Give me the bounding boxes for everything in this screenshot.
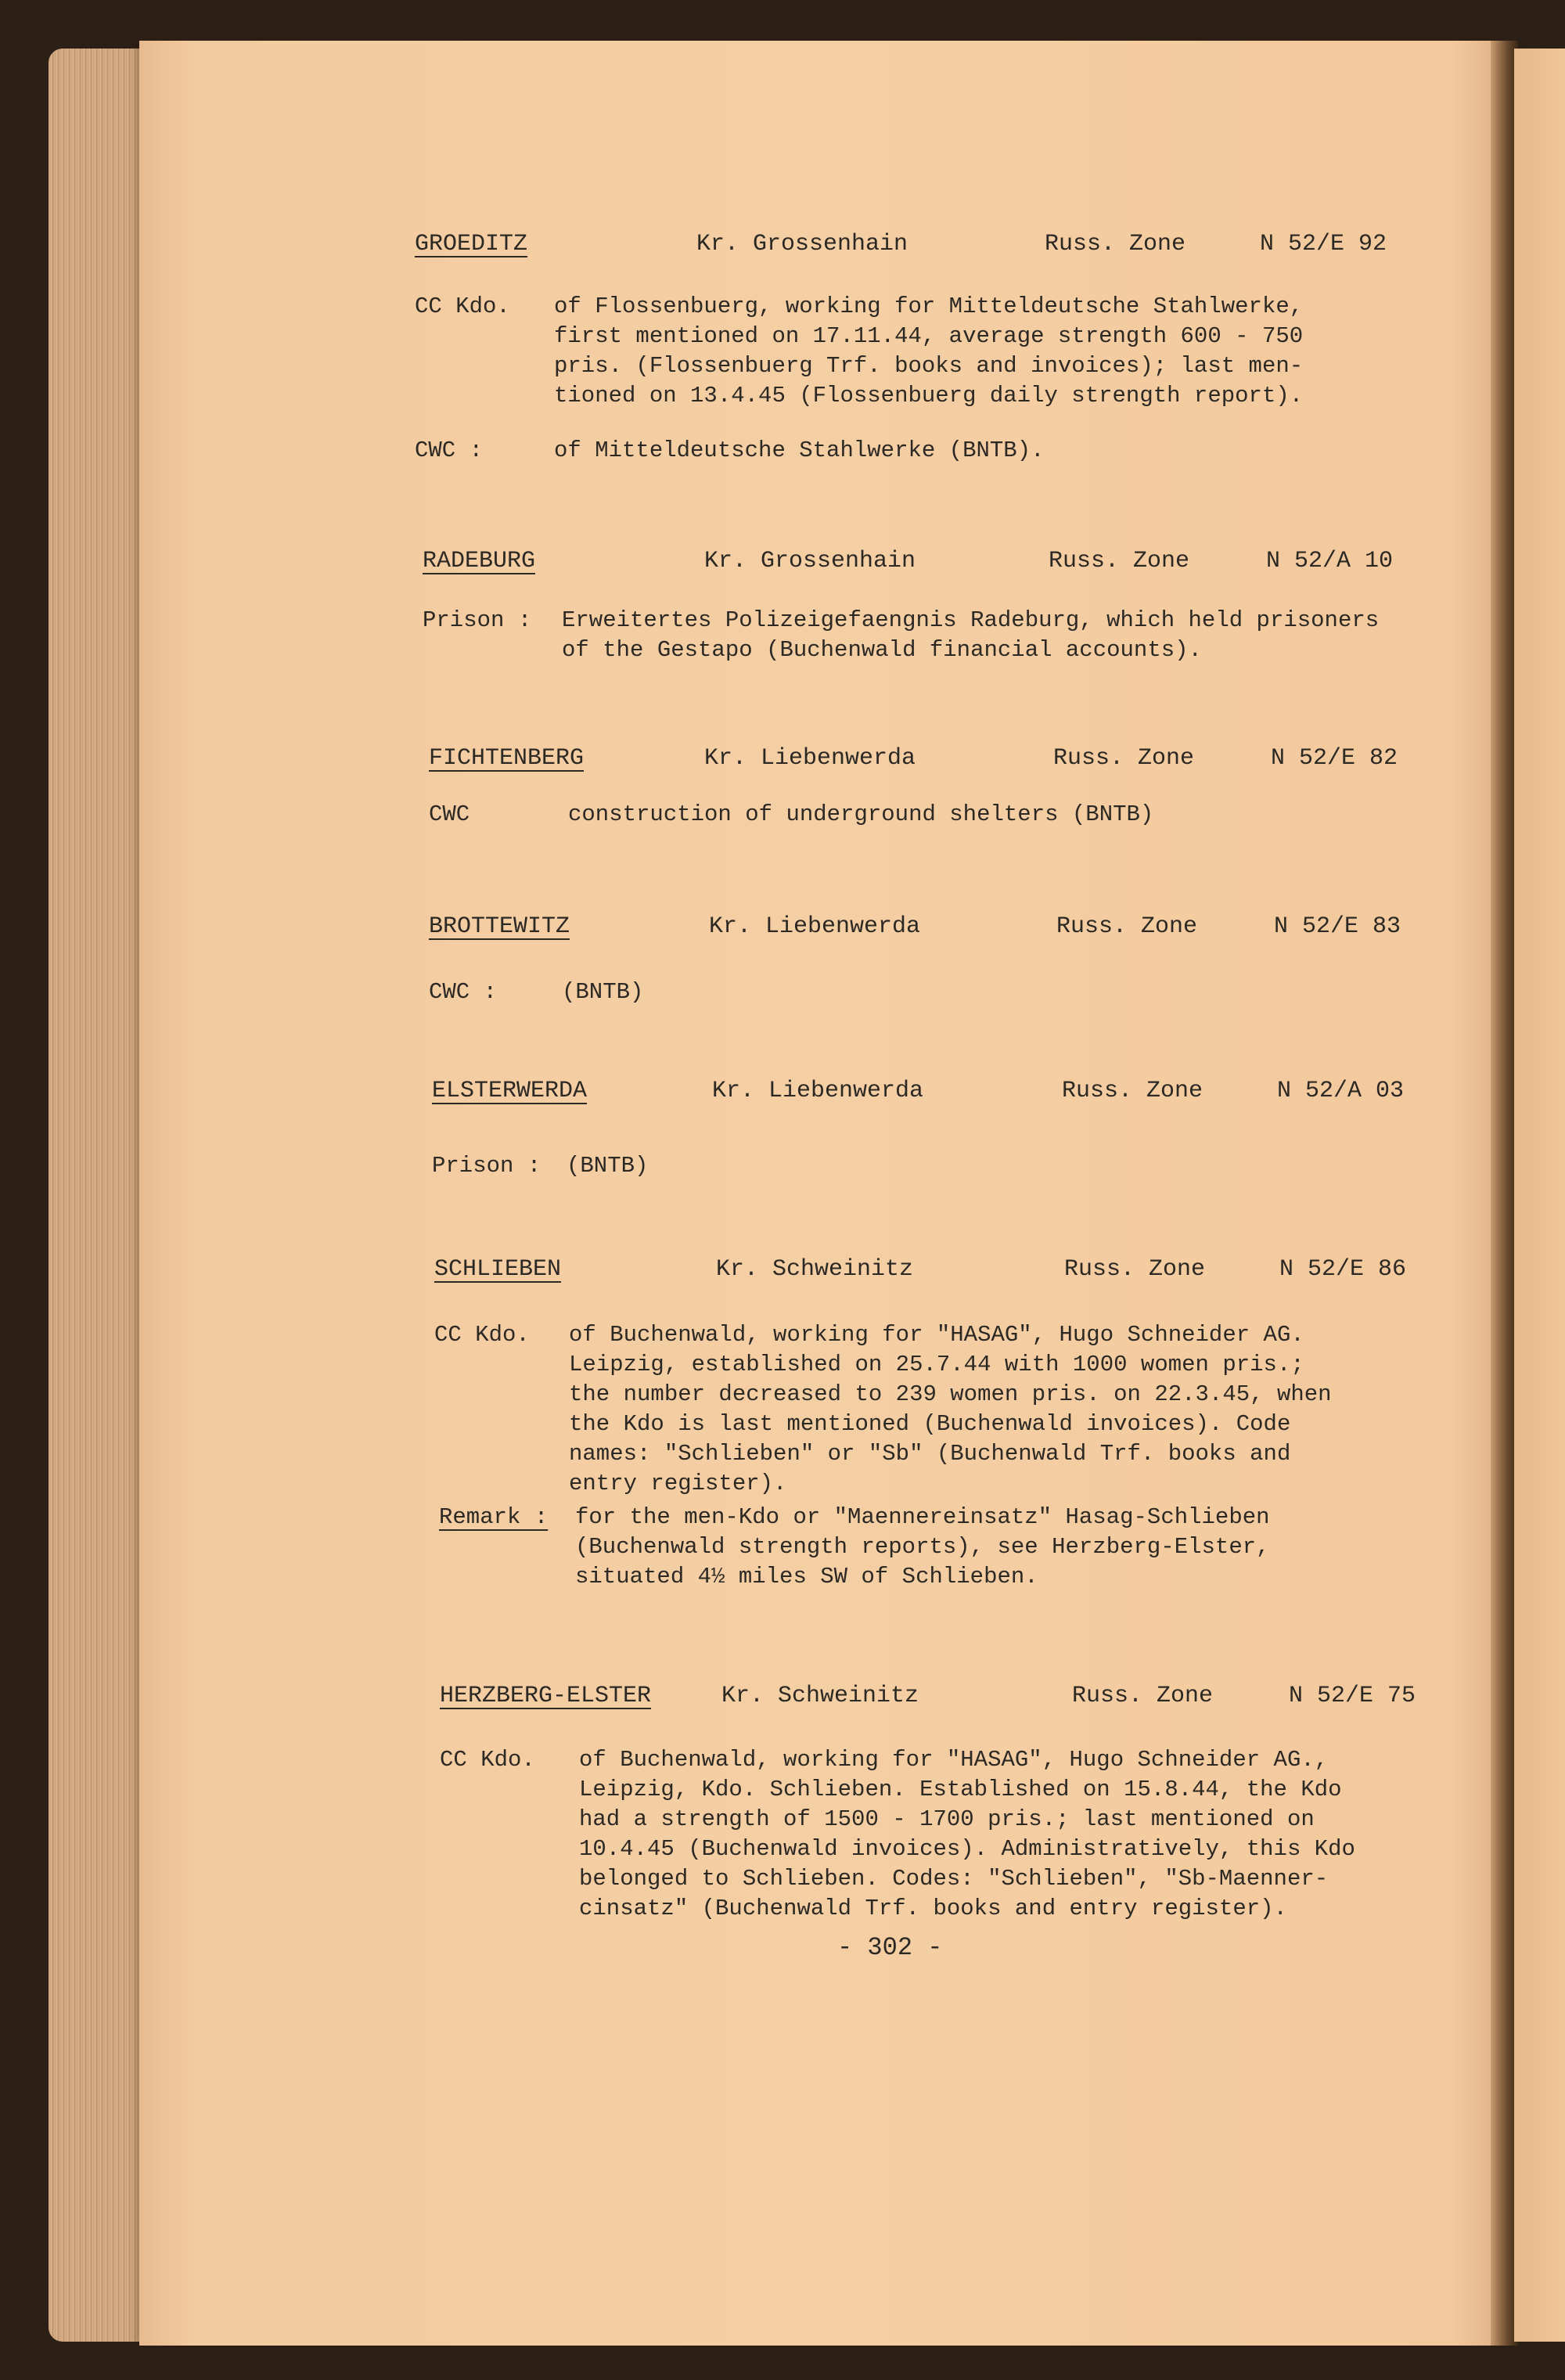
zone: Russ. Zone (1062, 1078, 1203, 1104)
place-name: GROEDITZ (415, 231, 528, 257)
row-label: CWC : (415, 437, 484, 463)
row-text: (BNTB) (562, 979, 644, 1005)
facing-page-edge (1514, 49, 1565, 2342)
page-number: - 302 - (837, 1933, 943, 1962)
grid-reference: N 52/E 92 (1260, 231, 1387, 257)
row-label: CC Kdo. (440, 1747, 535, 1773)
row-label: Remark : (439, 1504, 549, 1530)
entry-header (415, 231, 1565, 270)
grid-reference: N 52/E 83 (1274, 913, 1401, 940)
grid-reference: N 52/E 82 (1271, 745, 1398, 772)
row-text: for the men-Kdo or "Maennereinsatz" Hasag-Schlieben (Buchenwald strength reports), see Herzberg-Elster, situated 4½ miles SW of Schlieben. (575, 1504, 1270, 1590)
row-label: CC Kdo. (415, 293, 510, 319)
grid-reference: N 52/A 03 (1277, 1078, 1405, 1104)
row-text: of Buchenwald, working for "HASAG", Hugo Schneider AG. Leipzig, established on 25.7.44 with 1000 women pris.; the number decreased to 239 women pris. on 22.3.45, when the Kdo is last mentioned (Buchenwald invoices). Code names: "Schlieben" or "Sb" (Buchenwald Trf. books and entry register). (569, 1322, 1332, 1496)
district: Kr. Schweinitz (716, 1256, 914, 1283)
row-text: of Buchenwald, working for "HASAG", Hugo Schneider AG., Leipzig, Kdo. Schlieben. Established on 15.8.44, the Kdo had a strength of 1500 - 1700 pris.; last mentioned on 10.4.45 (Buchenwald invoices). Administratively, this Kdo belonged to Schlieben. Codes: "Schlieben", "Sb-Maenner- cinsatz" (Buchenwald Trf. books and entry register). (579, 1747, 1355, 1921)
row-text: of Mitteldeutsche Stahlwerke (BNTB). (554, 437, 1045, 463)
row-text: (BNTB) (567, 1153, 649, 1179)
zone: Russ. Zone (1064, 1256, 1206, 1283)
row-label: CWC (429, 801, 470, 827)
district: Kr. Grossenhain (704, 548, 916, 574)
entry-header (429, 745, 1565, 784)
place-name: RADEBURG (423, 548, 536, 574)
entry-header (440, 1683, 1565, 1722)
place-name: ELSTERWERDA (432, 1078, 588, 1104)
row-label: CC Kdo. (434, 1322, 530, 1348)
row-text: Erweitertes Polizeigefaengnis Radeburg, which held prisoners of the Gestapo (Buchenwald financial accounts). (562, 607, 1380, 663)
entry-header (434, 1256, 1565, 1295)
district: Kr. Liebenwerda (704, 745, 916, 772)
row-text: of Flossenbuerg, working for Mitteldeutsche Stahlwerke, first mentioned on 17.11.44, average strength 600 - 750 pris. (Flossenbuerg Trf. books and invoices); last men- tioned on 13.4.45 (Flossenbuerg daily strength report). (554, 293, 1304, 409)
grid-reference: N 52/A 10 (1266, 548, 1394, 574)
place-name: BROTTEWITZ (429, 913, 570, 940)
place-name: HERZBERG-ELSTER (440, 1683, 652, 1709)
district: Kr. Grossenhain (696, 231, 908, 257)
row-label: CWC : (429, 979, 498, 1005)
zone: Russ. Zone (1056, 913, 1198, 940)
grid-reference: N 52/E 86 (1279, 1256, 1407, 1283)
place-name: SCHLIEBEN (434, 1256, 562, 1283)
zone: Russ. Zone (1049, 548, 1190, 574)
district: Kr. Liebenwerda (712, 1078, 924, 1104)
entry-header (423, 548, 1565, 587)
entry-header (429, 913, 1565, 952)
zone: Russ. Zone (1072, 1683, 1214, 1709)
row-text: construction of underground shelters (BNTB) (568, 801, 1154, 827)
zone: Russ. Zone (1053, 745, 1195, 772)
district: Kr. Liebenwerda (709, 913, 921, 940)
row-label: Prison : (432, 1153, 541, 1179)
entry-header (432, 1078, 1565, 1117)
grid-reference: N 52/E 75 (1289, 1683, 1416, 1709)
row-label: Prison : (423, 607, 532, 633)
district: Kr. Schweinitz (721, 1683, 919, 1709)
place-name: FICHTENBERG (429, 745, 585, 772)
zone: Russ. Zone (1045, 231, 1186, 257)
